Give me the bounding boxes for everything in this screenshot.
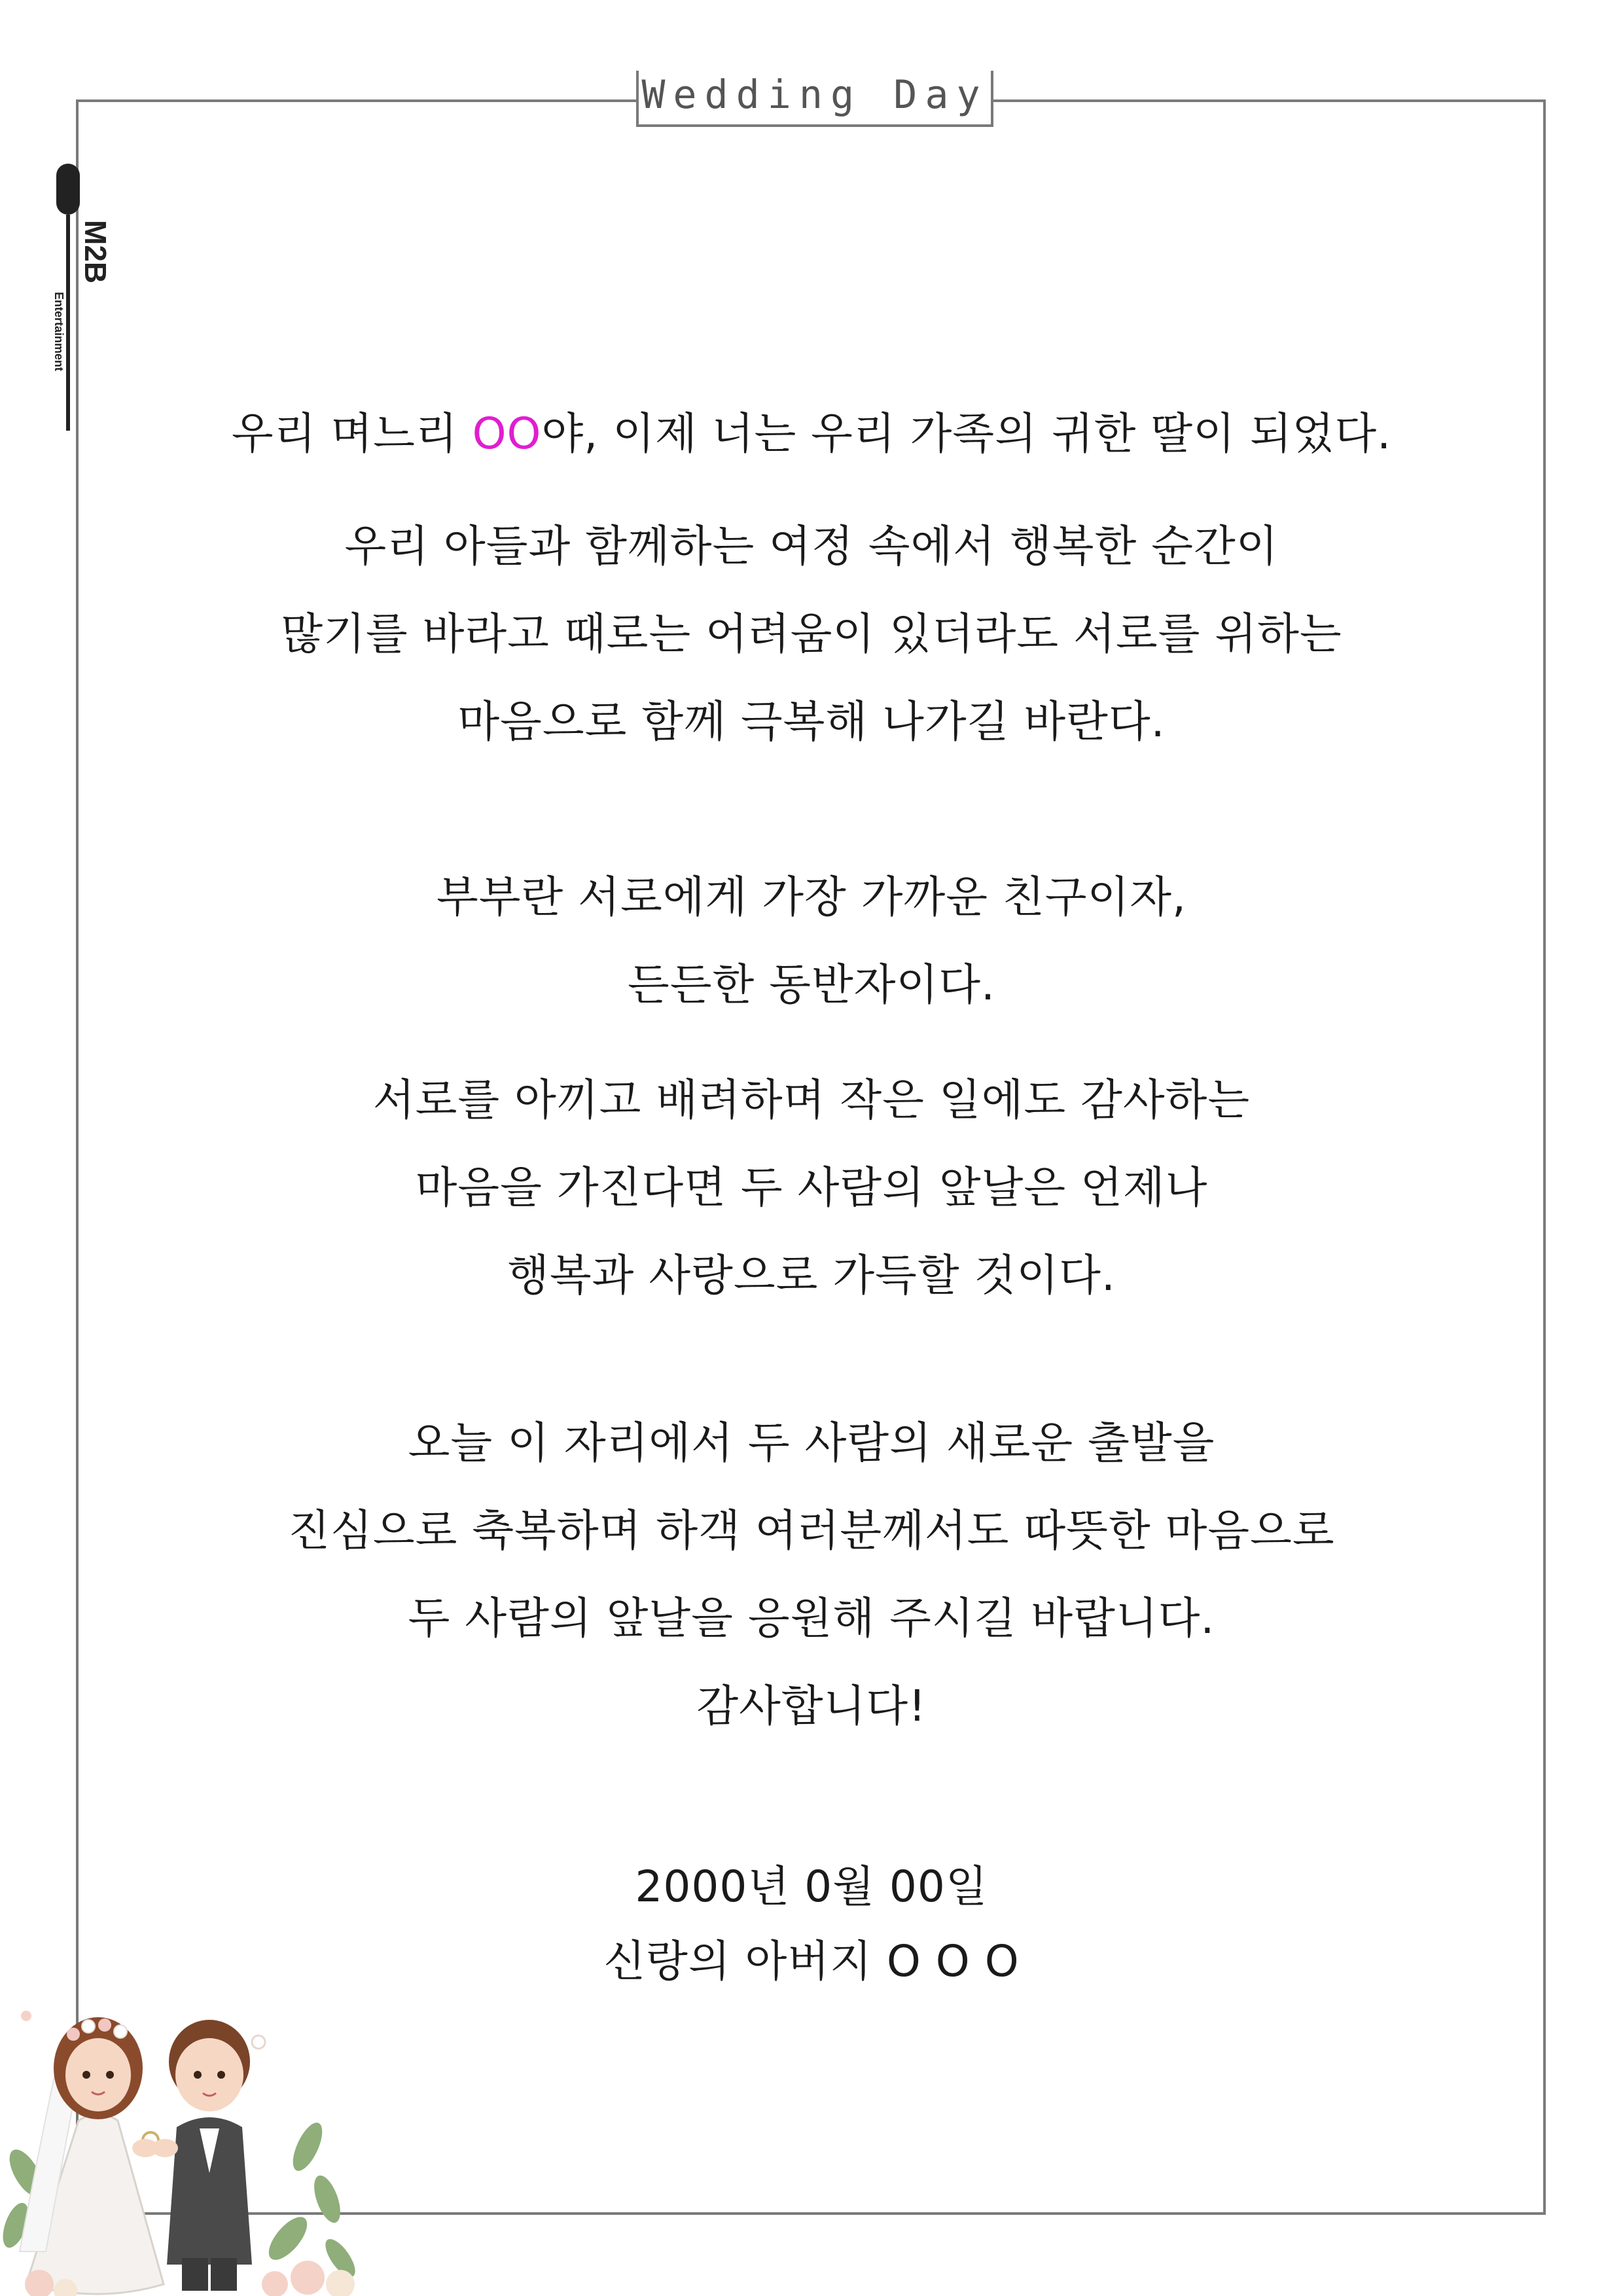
letter-line: 부부란 서로에게 가장 가까운 친구이자, [437, 872, 1186, 922]
letter-line: 마음으로 함께 극복해 나가길 바란다. [457, 696, 1166, 747]
bride-and-groom-illustration [0, 1977, 366, 2296]
letter-line: 행복과 사랑으로 가득할 것이다. [507, 1250, 1116, 1300]
first-line-after: 야, 이제 너는 우리 가족의 귀한 딸이 되었다. [541, 408, 1392, 459]
letter-closing: 감사합니다! [696, 1681, 927, 1731]
letter-line: 진심으로 축복하며 하객 여러분께서도 따뜻한 마음으로 [288, 1505, 1335, 1556]
letter-line: 우리 아들과 함께하는 여정 속에서 행복한 순간이 [344, 521, 1279, 571]
letter-line: 서로를 아끼고 배려하며 작은 일에도 감사하는 [372, 1075, 1251, 1125]
logo-text: M2B [79, 220, 113, 284]
signature-date: 2000년 0월 00일 [635, 1861, 988, 1912]
m2b-logo [48, 161, 113, 436]
header-title: Wedding Day [641, 72, 988, 118]
logo-subtext: Entertainment [52, 292, 65, 372]
bride-name-placeholder: OO [472, 408, 542, 459]
first-line-before: 우리 며느리 [231, 408, 473, 459]
letter-line: 마음을 가진다면 두 사람의 앞날은 언제나 [415, 1162, 1208, 1213]
letter-line: 두 사람의 앞날을 응원해 주시길 바랍니다. [408, 1593, 1215, 1643]
bride-face-icon [65, 2038, 131, 2111]
letter-line: 많기를 바라고 때로는 어려움이 있더라도 서로를 위하는 [281, 609, 1342, 659]
letter-first-line [79, 404, 1544, 463]
letter-line: 든든한 동반자이다. [627, 960, 995, 1010]
letter-line: 오늘 이 자리에서 두 사람의 새로운 출발을 [408, 1418, 1215, 1468]
header-title-tab [636, 71, 993, 127]
groom-face-icon [175, 2038, 243, 2111]
signature-signer: 신랑의 아버지 O O O [603, 1936, 1020, 1986]
